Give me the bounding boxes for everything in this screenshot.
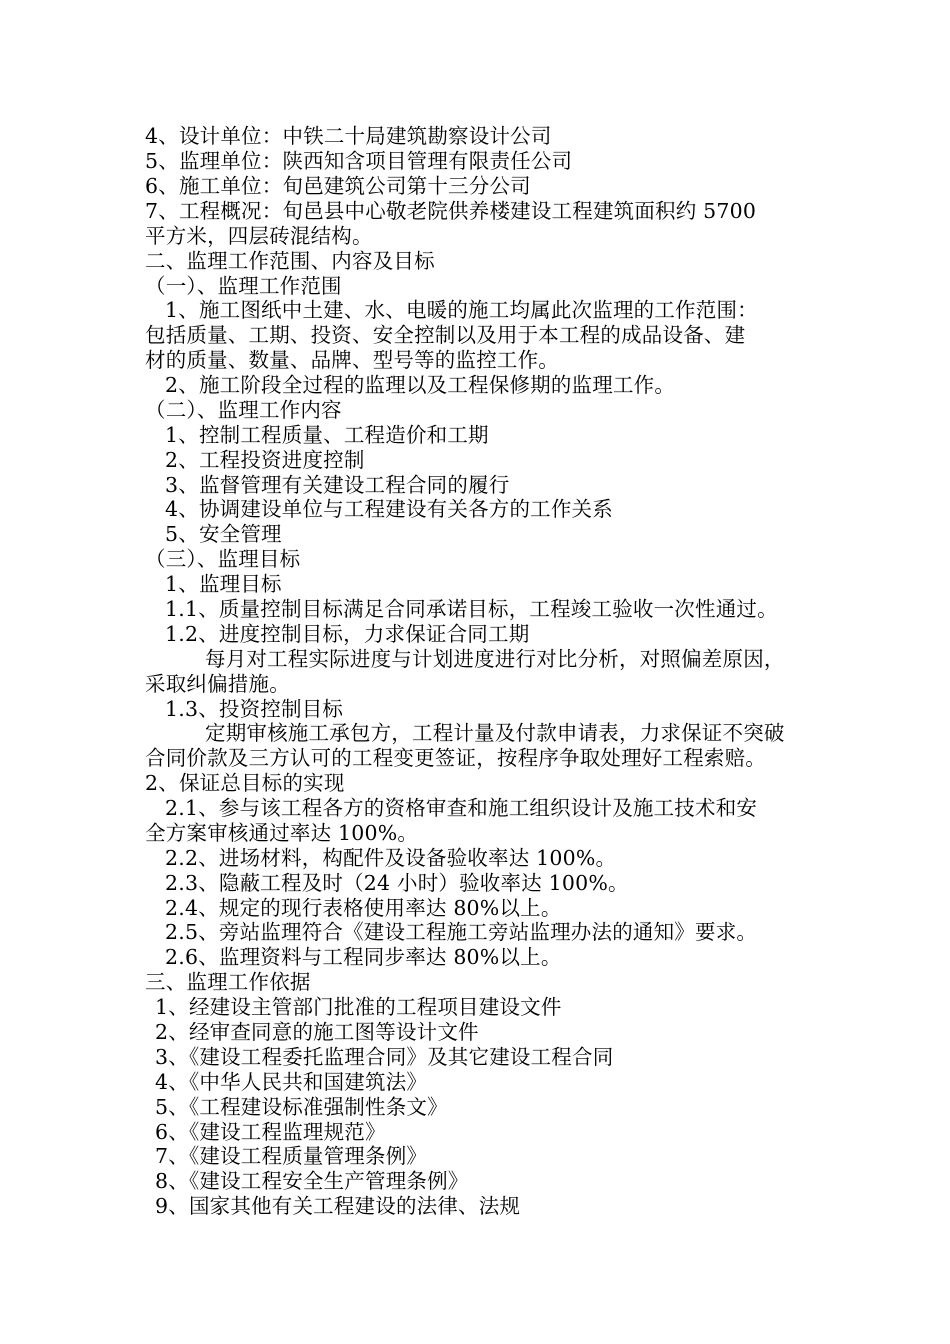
goals-item-1-3-text: 定期审核施工承包方，工程计量及付款申请表，力求保证不突破 [205, 721, 785, 745]
subsection-heading-goals: （三）、监理目标 [145, 547, 301, 571]
content-item-5: 5、安全管理 [165, 522, 282, 546]
basis-item-4: 4、《中华人民共和国建筑法》 [155, 1070, 428, 1094]
basis-item-1: 1、经建设主管部门批准的工程项目建设文件 [155, 995, 562, 1019]
section-heading-3: 三、监理工作依据 [145, 970, 311, 994]
subsection-heading-scope: （一）、监理工作范围 [145, 274, 342, 298]
basis-item-8: 8、《建设工程安全生产管理条例》 [155, 1169, 469, 1193]
goals-item-2-4: 2.4、规定的现行表格使用率达 80%以上。 [165, 896, 562, 920]
info-line-contractor: 6、施工单位：旬邑建筑公司第十三分公司 [145, 174, 531, 198]
basis-item-3: 3、《建设工程委托监理合同》及其它建设工程合同 [155, 1045, 614, 1069]
goals-item-2-6: 2.6、监理资料与工程同步率达 80%以上。 [165, 945, 562, 969]
subsection-heading-content: （二）、监理工作内容 [145, 398, 342, 422]
info-line-supervisor: 5、监理单位：陕西知含项目管理有限责任公司 [145, 149, 573, 173]
goals-item-1-2-text-cont: 采取纠偏措施。 [145, 672, 290, 696]
goals-item-2-3: 2.3、隐蔽工程及时（24 小时）验收率达 100%。 [165, 871, 629, 895]
basis-item-9: 9、国家其他有关工程建设的法律、法规 [155, 1194, 521, 1218]
basis-item-5: 5、《工程建设标准强制性条文》 [155, 1095, 448, 1119]
content-item-2: 2、工程投资进度控制 [165, 448, 365, 472]
goals-item-2-1: 2.1、参与该工程各方的资格审查和施工组织设计及施工技术和安 [165, 796, 758, 820]
basis-item-6: 6、《建设工程监理规范》 [155, 1120, 386, 1144]
info-line-overview: 7、工程概况：旬邑县中心敬老院供养楼建设工程建筑面积约 5700 [145, 199, 757, 223]
goals-item-1-1: 1.1、质量控制目标满足合同承诺目标，工程竣工验收一次性通过。 [165, 597, 778, 621]
goals-item-2: 2、保证总目标的实现 [145, 771, 345, 795]
section-heading-2: 二、监理工作范围、内容及目标 [145, 249, 435, 273]
scope-item-1-cont-2: 材的质量、数量、品牌、型号等的监控工作。 [145, 348, 559, 372]
scope-item-2: 2、施工阶段全过程的监理以及工程保修期的监理工作。 [165, 373, 676, 397]
info-line-overview-cont: 平方米，四层砖混结构。 [145, 224, 373, 248]
info-line-designer: 4、设计单位：中铁二十局建筑勘察设计公司 [145, 124, 552, 148]
basis-item-2: 2、经审查同意的施工图等设计文件 [155, 1020, 479, 1044]
basis-item-7: 7、《建设工程质量管理条例》 [155, 1144, 428, 1168]
content-item-4: 4、协调建设单位与工程建设有关各方的工作关系 [165, 497, 613, 521]
goals-item-1-3: 1.3、投资控制目标 [165, 697, 344, 721]
scope-item-1-cont-1: 包括质量、工期、投资、安全控制以及用于本工程的成品设备、建 [145, 323, 746, 347]
goals-item-1-2: 1.2、进度控制目标，力求保证合同工期 [165, 622, 530, 646]
content-item-3: 3、监督管理有关建设工程合同的履行 [165, 473, 510, 497]
goals-item-2-5: 2.5、旁站监理符合《建设工程施工旁站监理办法的通知》要求。 [165, 920, 758, 944]
goals-item-2-2: 2.2、进场材料，构配件及设备验收率达 100%。 [165, 846, 617, 870]
goals-item-1: 1、监理目标 [165, 572, 282, 596]
goals-item-2-1-cont: 全方案审核通过率达 100%。 [145, 821, 419, 845]
goals-item-1-2-text: 每月对工程实际进度与计划进度进行对比分析，对照偏差原因， [205, 647, 785, 671]
content-item-1: 1、控制工程质量、工程造价和工期 [165, 423, 489, 447]
scope-item-1: 1、施工图纸中土建、水、电暖的施工均属此次监理的工作范围： [165, 298, 758, 322]
goals-item-1-3-text-cont: 合同价款及三方认可的工程变更签证，按程序争取处理好工程索赔。 [145, 746, 766, 770]
